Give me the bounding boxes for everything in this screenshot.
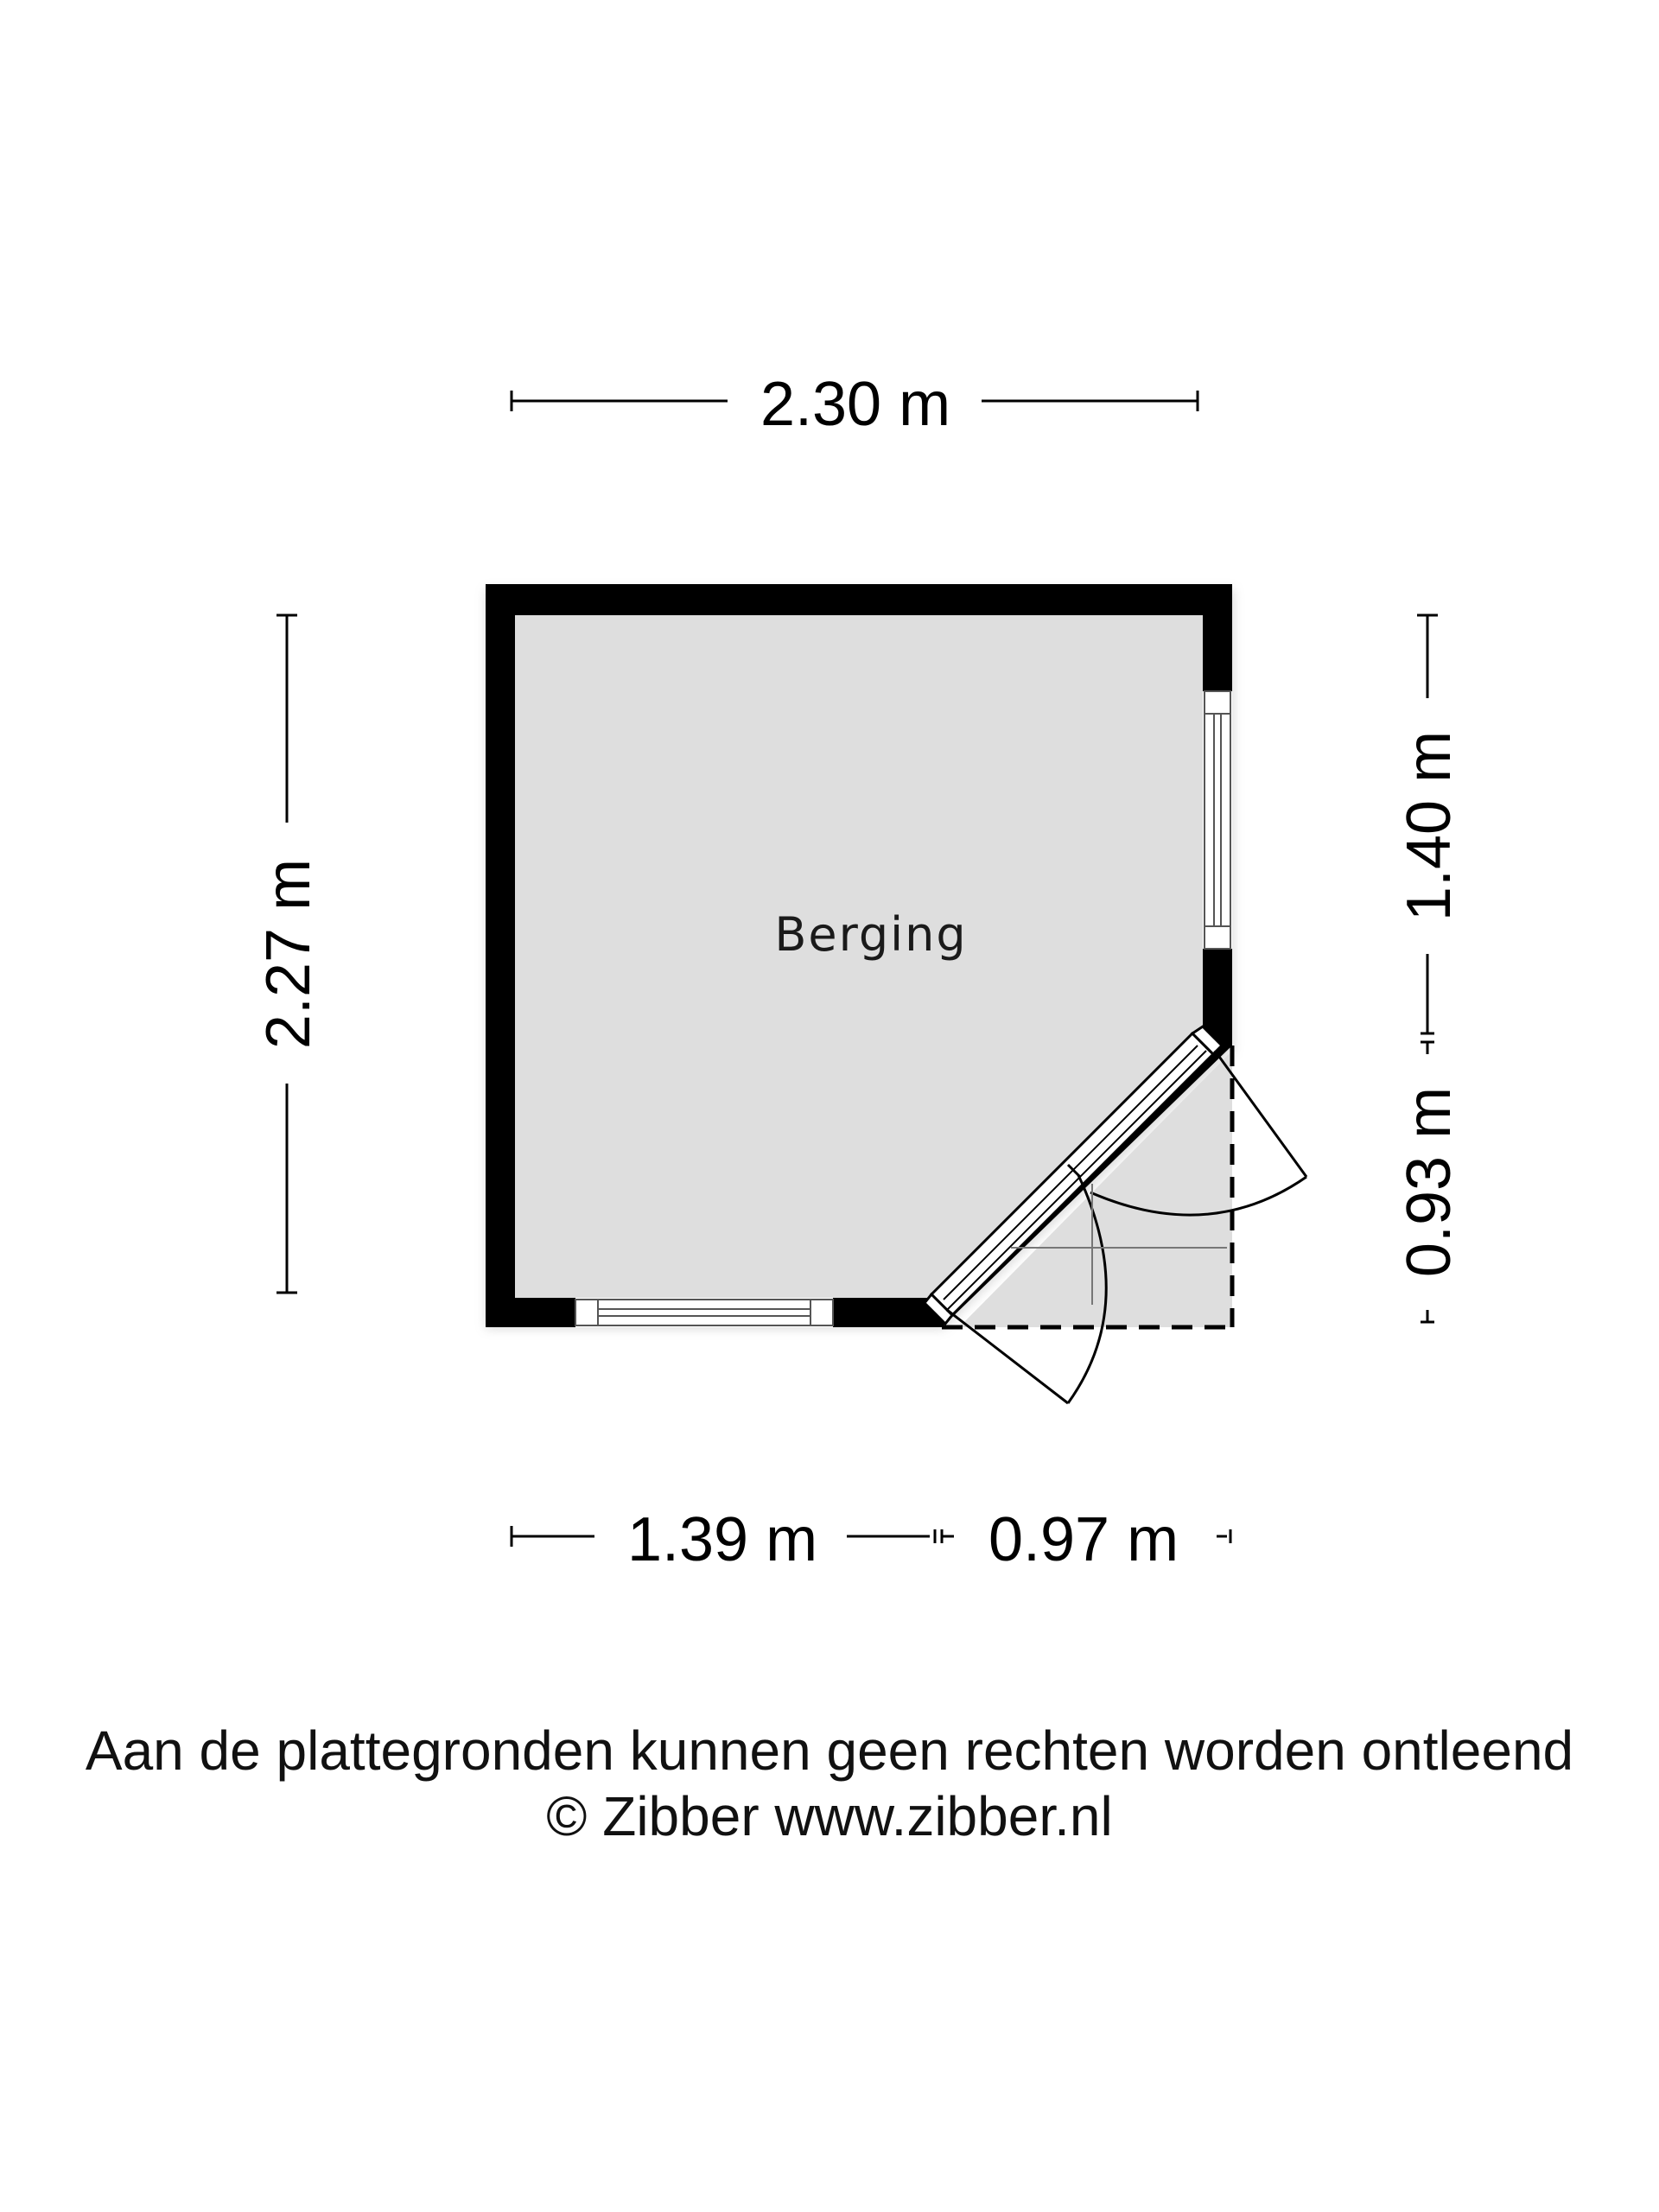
room-label: Berging bbox=[774, 907, 968, 962]
disclaimer-text: Aan de plattegronden kunnen geen rechten worden ontleend bbox=[85, 1719, 1574, 1782]
window-bottom bbox=[575, 1298, 833, 1327]
dimension-right-upper-label: 1.40 m bbox=[1395, 730, 1464, 922]
dimension-right-lower-label: 0.93 m bbox=[1395, 1086, 1464, 1278]
dimension-left-label: 2.27 m bbox=[254, 858, 323, 1050]
copyright-text: © Zibber www.zibber.nl bbox=[546, 1785, 1113, 1847]
dimension-top-label: 2.30 m bbox=[760, 370, 951, 439]
dimension-bottom-right-label: 0.97 m bbox=[988, 1505, 1179, 1574]
window-right bbox=[1203, 691, 1232, 949]
footer bbox=[0, 1718, 1659, 1849]
dimension-bottom-left-label: 1.39 m bbox=[626, 1505, 818, 1574]
